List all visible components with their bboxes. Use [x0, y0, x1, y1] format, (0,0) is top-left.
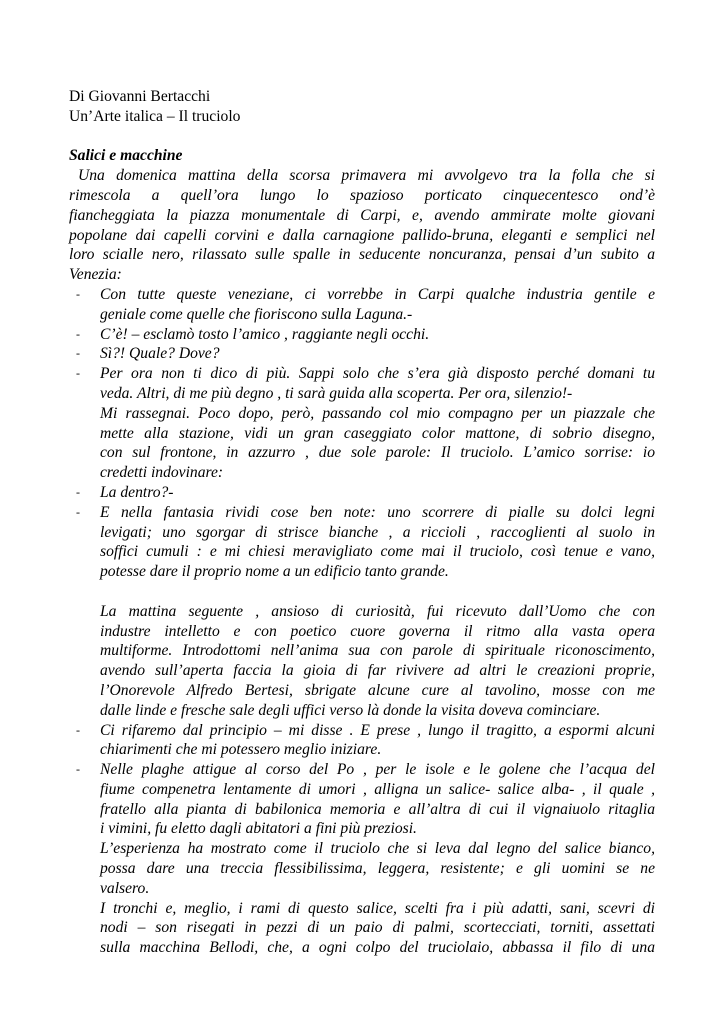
text-line: veda. Altri, di me più degno , ti sarà guida alla scoperta. Per ora, silenzio!-: [100, 384, 573, 402]
dash-marker: -: [76, 286, 80, 301]
text-line: fiancheggiata la piazza monumentale di Carpi, e, avendo ammirate molte giovani: [69, 206, 655, 224]
dash-marker: -: [76, 762, 80, 777]
section-title: Salici e macchine: [69, 147, 183, 165]
text-line: Sì?! Quale? Dove?: [100, 345, 220, 363]
text-line: Mi rassegnai. Poco dopo, però, passando col mio compagno per un piazzale che: [100, 404, 655, 422]
text-line: potesse dare il proprio nome a un edificio tanto grande.: [100, 563, 449, 581]
text-line: C’è! – esclamò tosto l’amico , raggiante negli occhi.: [100, 325, 430, 343]
intro-paragraph: [69, 166, 655, 285]
text-line: chiarimenti che mi potessero meglio iniziare.: [100, 741, 382, 759]
text-line: E nella fantasia rividi cose ben note: uno scorrere di pialle su dolci legni: [100, 503, 655, 521]
dash-marker: -: [76, 366, 80, 381]
dialogue-item: [69, 503, 655, 582]
dialogue-item: [69, 285, 655, 325]
text-line: l’Onorevole Alfredo Bertesi, sbrigate alcune cure al tavolino, mosse con me: [100, 681, 655, 699]
spacer: [69, 582, 655, 602]
text-line: mette alla stazione, vidi un gran caseggiato color mattone, di sobrio disegno,: [100, 424, 655, 442]
text-line: i vimini, fu eletto dagli abitatori a fini più preziosi.: [100, 820, 417, 838]
document-page: [69, 87, 655, 958]
text-line: Per ora non ti dico di più. Sappi solo che s’era già disposto perché domani tu: [100, 365, 655, 383]
text-line: Con tutte queste veneziane, ci vorrebbe in Carpi qualche industria gentile e: [100, 285, 655, 303]
text-line: La dentro?-: [100, 483, 174, 501]
text-line: sulla macchina Bellodi, che, a ogni colpo del truciolaio, abbassa il filo di una: [100, 939, 655, 957]
text-line: L’esperienza ha mostrato come il truciolo che si leva dal legno del salice bianco,: [100, 840, 655, 858]
continuation-paragraph: [69, 839, 655, 898]
text-line: Ci rifaremo dal principio – mi disse . E prese , lungo il tragitto, a espormi alcuni: [100, 721, 655, 739]
text-line: avendo sull’aperta faccia la gioia di far rivivere ad altri le creazioni proprie,: [100, 662, 655, 680]
text-line: soffici cumuli : e mi chiesi meravigliato come mai il truciolo, così tenue e vano,: [100, 543, 655, 561]
dash-marker: -: [76, 504, 80, 519]
spacer: [69, 127, 655, 147]
work-title-line: Un’Arte italica – Il truciolo: [69, 107, 241, 125]
continuation-paragraph: [69, 404, 655, 483]
dialogue-item: [69, 760, 655, 839]
text-line: geniale come quelle che fioriscono sulla Laguna.-: [100, 305, 413, 323]
text-line: I tronchi e, meglio, i rami di questo salice, scelti fra i più adatti, sani, scevri di: [100, 899, 655, 917]
text-line: rimescola a quell’ora lungo lo spazioso porticato cinquecentesco ond’è: [69, 186, 655, 204]
text-line: fiume compenetra lentamente di umori , alligna un salice- salice alba- , il quale ,: [100, 780, 655, 798]
text-line: fratello alla pianta di babilonica memoria e all’altra di cui il vignaiuolo ritaglia: [100, 800, 655, 818]
text-line: valsero.: [100, 879, 150, 897]
text-line: Nelle plaghe attigue al corso del Po , per le isole e le golene che l’acqua del: [100, 761, 655, 779]
text-line: La mattina seguente , ansioso di curiosità, fui ricevuto dall’Uomo che con: [100, 602, 655, 620]
text-line: Una domenica mattina della scorsa primavera mi avvolgevo tra la folla che si: [78, 167, 655, 185]
text-line: popolane dai capelli corvini e dalla carnagione pallido-bruna, eleganti e semplici nel: [69, 226, 655, 244]
dash-marker: -: [76, 326, 80, 341]
dialogue-item: [69, 325, 655, 345]
dash-marker: -: [76, 722, 80, 737]
dialogue-item: [69, 483, 655, 503]
text-line: industre intelletto e con poetico cuore governa il ritmo alla vasta opera: [100, 622, 655, 640]
text-line: levigati; uno sgorgar di strisce bianche , a riccioli , raccoglienti al suolo in: [100, 523, 655, 541]
dash-marker: -: [76, 484, 80, 499]
text-line: nodi – son risegati in pezzi di un paio di palmi, scortecciati, torniti, assettati: [100, 919, 655, 937]
text-line: con sul frontone, in azzurro , due sole parole: Il truciolo. L’amico sorrise: io: [100, 444, 655, 462]
continuation-paragraph: [69, 899, 655, 958]
text-line: Venezia:: [69, 266, 122, 284]
text-line: possa dare una treccia flessibilissima, leggera, resistente; e gli uomini se ne: [100, 860, 655, 878]
dialogue-item: [69, 344, 655, 364]
text-line: multiforme. Introdottomi nell’anima sua con parole di spirituale riconoscimento,: [100, 642, 655, 660]
author-line: Di Giovanni Bertacchi: [69, 88, 211, 105]
continuation-paragraph: [69, 602, 655, 721]
text-line: credetti indovinare:: [100, 464, 224, 482]
text-line: loro scialle nero, rilassato sulle spalle in seducente noncuranza, pensai d’un subito a: [69, 246, 655, 264]
text-line: dalle linde e fresche sale degli uffici verso là donde la visita doveva cominciare.: [100, 701, 601, 719]
dialogue-item: [69, 721, 655, 761]
dash-marker: -: [76, 346, 80, 361]
dialogue-item: [69, 364, 655, 404]
